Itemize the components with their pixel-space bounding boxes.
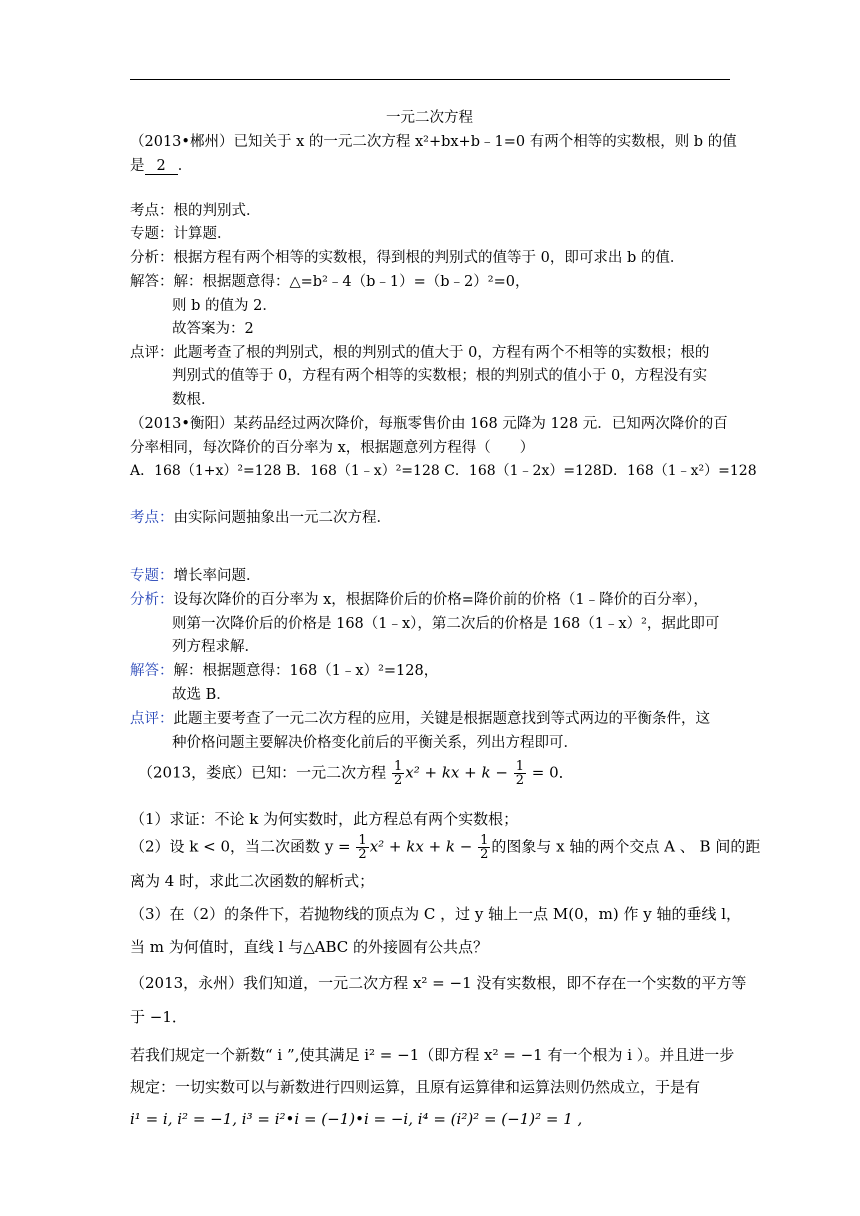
q2-fenxi-2: 则第一次降价后的价格是 168（1﹣x），第二次后的价格是 168（1﹣x）²，据此即可: [172, 616, 720, 632]
page-title: 一元二次方程: [386, 110, 473, 126]
q4-line1: （2013，永州）我们知道，一元二次方程 x² = −1 没有实数根，即不存在一个实数的平方等: [130, 974, 747, 992]
q3-part2: （2）设 k < 0，当二次函数 y = $\frac{1}{2}$ x² + kx + k − $\frac{1}{2}$ 的图象与 x 轴的两个交点 A 、 B 间的距: [130, 833, 761, 862]
q1-zhuanti: 专题：计算题．: [130, 226, 232, 242]
q1-stem-line1: （2013•郴州）已知关于 x 的一元二次方程 x²+bx+b﹣1=0 有两个相等的实数根，则 b 的值: [130, 134, 737, 150]
q2-fenxi-3: 列方程求解．: [172, 639, 259, 655]
q4-line2: 于 −1．: [130, 1008, 187, 1026]
q1-dianping-2: 判别式的值等于 0，方程有两个相等的实数根；根的判别式的值小于 0，方程没有实: [172, 368, 708, 384]
q1-jieda-1: 解答：解：根据题意得：△=b²﹣4（b﹣1）=（b﹣2）²=0，: [130, 274, 530, 290]
q3-fraction-half-2: $\frac{1}{2}$: [515, 759, 524, 788]
q2-kaodian: 考点：由实际问题抽象出一元二次方程．: [130, 510, 391, 526]
q2-stem-line1: （2013•衡阳）某药品经过两次降价，每瓶零售价由 168 元降为 128 元．已知两次降价的百: [130, 416, 728, 432]
q3-fraction-half: $\frac{1}{2}$: [393, 759, 403, 788]
q1-kaodian: 考点：根的判别式．: [130, 203, 261, 219]
q2-options: A．168（1+x）²=128 B．168（1﹣x）²=128 C．168（1﹣2x）=128D．168（1﹣x²）=128: [130, 463, 757, 479]
q1-dianping-3: 数根．: [172, 392, 216, 408]
q2-jieda-1: 解答：解：根据题意得：168（1﹣x）²=128，: [130, 663, 439, 679]
q1-jieda-2: 则 b 的值为 2．: [172, 298, 277, 314]
q1-fenxi: 分析：根据方程有两个相等的实数根，得到根的判别式的值等于 0，即可求出 b 的值．: [130, 250, 685, 266]
q2-stem-line2: 分率相同，每次降价的百分率为 x，根据题意列方程得（ ）: [130, 440, 535, 456]
q1-dianping-1: 点评：此题考查了根的判别式，根的判别式的值大于 0，方程有两个不相等的实数根；根的: [130, 345, 710, 361]
q3-part1: （1）求证：不论 k 为何实数时，此方程总有两个实数根；: [130, 810, 519, 828]
q1-stem-line2: 是 2 ．: [130, 158, 193, 174]
q4-line3: 若我们规定一个新数“ i ”,使其满足 i² = −1（即方程 x² = −1 有一个根为 i ）。并且进一步: [130, 1046, 735, 1064]
q2-zhuanti: 专题：增长率问题．: [130, 568, 261, 584]
q3-part2-cont: 离为 4 时，求此二次函数的解析式；: [130, 872, 375, 890]
q3-stem: （2013，娄底）已知：一元二次方程 $\frac{1}{2}$ x² + kx + k − $\frac{1}{2}$ = 0．: [138, 759, 574, 788]
q2-jieda-2: 故选 B．: [172, 687, 231, 703]
q2-dianping-2: 种价格问题主要解决价格变化前后的平衡关系，列出方程即可．: [172, 735, 578, 751]
q1-answer-blank: 2: [145, 158, 178, 175]
q4-line5: i¹ = i, i² = −1, i³ = i²•i = (−1)•i = −i, i⁴ = (i²)² = (−1)² = 1 ,: [130, 1110, 583, 1128]
q2-dianping-1: 点评：此题主要考查了一元二次方程的应用，关键是根据题意找到等式两边的平衡条件，这: [130, 711, 710, 727]
q4-line4: 规定：一切实数可以与新数进行四则运算，且原有运算律和运算法则仍然成立，于是有: [130, 1078, 701, 1096]
q2-fenxi-1: 分析：设每次降价的百分率为 x，根据降价后的价格=降价前的价格（1﹣降价的百分率），: [130, 592, 708, 608]
q3-part3-b: 当 m 为何值时，直线 l 与△ABC 的外接圆有公共点？: [130, 938, 489, 956]
q3-part3-a: （3）在（2）的条件下，若抛物线的顶点为 C ，过 y 轴上一点 M(0，m) 作 y 轴的垂线 l，: [130, 905, 742, 923]
header-rule: [130, 79, 730, 80]
q1-jieda-3: 故答案为：2: [172, 321, 254, 337]
